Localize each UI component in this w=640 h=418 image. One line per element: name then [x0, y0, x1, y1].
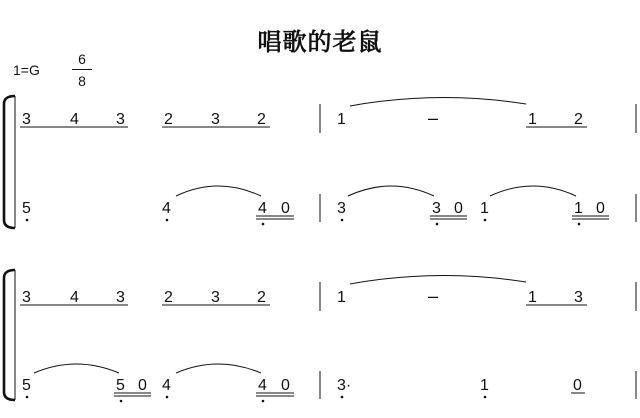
lower-octave-dot [166, 219, 169, 222]
tie-arc [350, 275, 526, 284]
note: 2 [164, 289, 173, 306]
system-bracket-2 [4, 270, 15, 400]
note: 1 [528, 111, 537, 128]
rest: 0 [573, 377, 582, 394]
note: 2 [257, 111, 266, 128]
note: 1 [574, 200, 583, 217]
lower-octave-dot [166, 396, 169, 399]
lower-octave-dot [436, 223, 439, 226]
note: 1 [337, 289, 346, 306]
sustain-dash: – [428, 108, 439, 128]
tie-arc [34, 364, 119, 373]
note: 4 [70, 111, 79, 128]
note: 5 [22, 377, 31, 394]
time-signature-denominator: 8 [78, 73, 86, 89]
tie-arc [176, 364, 261, 373]
lower-octave-dot [26, 219, 29, 222]
lower-octave-dot [341, 219, 344, 222]
note: 1 [480, 200, 489, 217]
rest: 0 [281, 200, 290, 217]
note: 4 [258, 377, 267, 394]
sustain-dash: – [428, 286, 439, 306]
note: 3 [116, 111, 125, 128]
note: 3 [116, 289, 125, 306]
note: 2 [164, 111, 173, 128]
system-2 [4, 270, 636, 402]
note: 2 [574, 111, 583, 128]
lower-octave-dot [120, 400, 123, 403]
lower-octave-dot [484, 396, 487, 399]
upper-voice-1 [20, 97, 636, 133]
note: 5 [116, 377, 125, 394]
lower-octave-dot [578, 223, 581, 226]
lower-octave-dot [484, 219, 487, 222]
lower-voice-2 [22, 364, 636, 402]
note: 3 [211, 289, 220, 306]
system-bracket-1 [4, 96, 15, 228]
note: 1 [528, 289, 537, 306]
note: 3 [211, 111, 220, 128]
note: 5 [22, 200, 31, 217]
note: 3 [432, 200, 441, 217]
rest: 0 [281, 377, 290, 394]
tie-arc [350, 97, 526, 106]
rest: 0 [138, 377, 147, 394]
lower-octave-dot [262, 223, 265, 226]
note: 4 [70, 289, 79, 306]
lower-voice-1 [22, 186, 636, 225]
lower-octave-dot [341, 396, 344, 399]
lower-octave-dot [26, 396, 29, 399]
upper-voice-2 [20, 275, 636, 311]
note: 3· [337, 377, 352, 394]
note: 3 [22, 289, 31, 306]
note: 3 [22, 111, 31, 128]
note: 4 [162, 377, 171, 394]
tie-arc [490, 186, 576, 196]
note: 1 [337, 111, 346, 128]
tie-arc [176, 186, 261, 196]
lower-octave-dot [262, 400, 265, 403]
tie-arc [348, 186, 434, 196]
time-signature-numerator: 6 [78, 51, 86, 67]
note: 2 [257, 289, 266, 306]
rest: 0 [454, 200, 463, 217]
rest: 0 [596, 200, 605, 217]
key-signature: 1=G [13, 62, 40, 78]
system-1 [4, 96, 636, 228]
note: 3 [574, 289, 583, 306]
note: 4 [258, 200, 267, 217]
note: 1 [480, 377, 489, 394]
note: 4 [162, 200, 171, 217]
note: 3 [337, 200, 346, 217]
score-title: 唱歌的老鼠 [257, 28, 383, 56]
